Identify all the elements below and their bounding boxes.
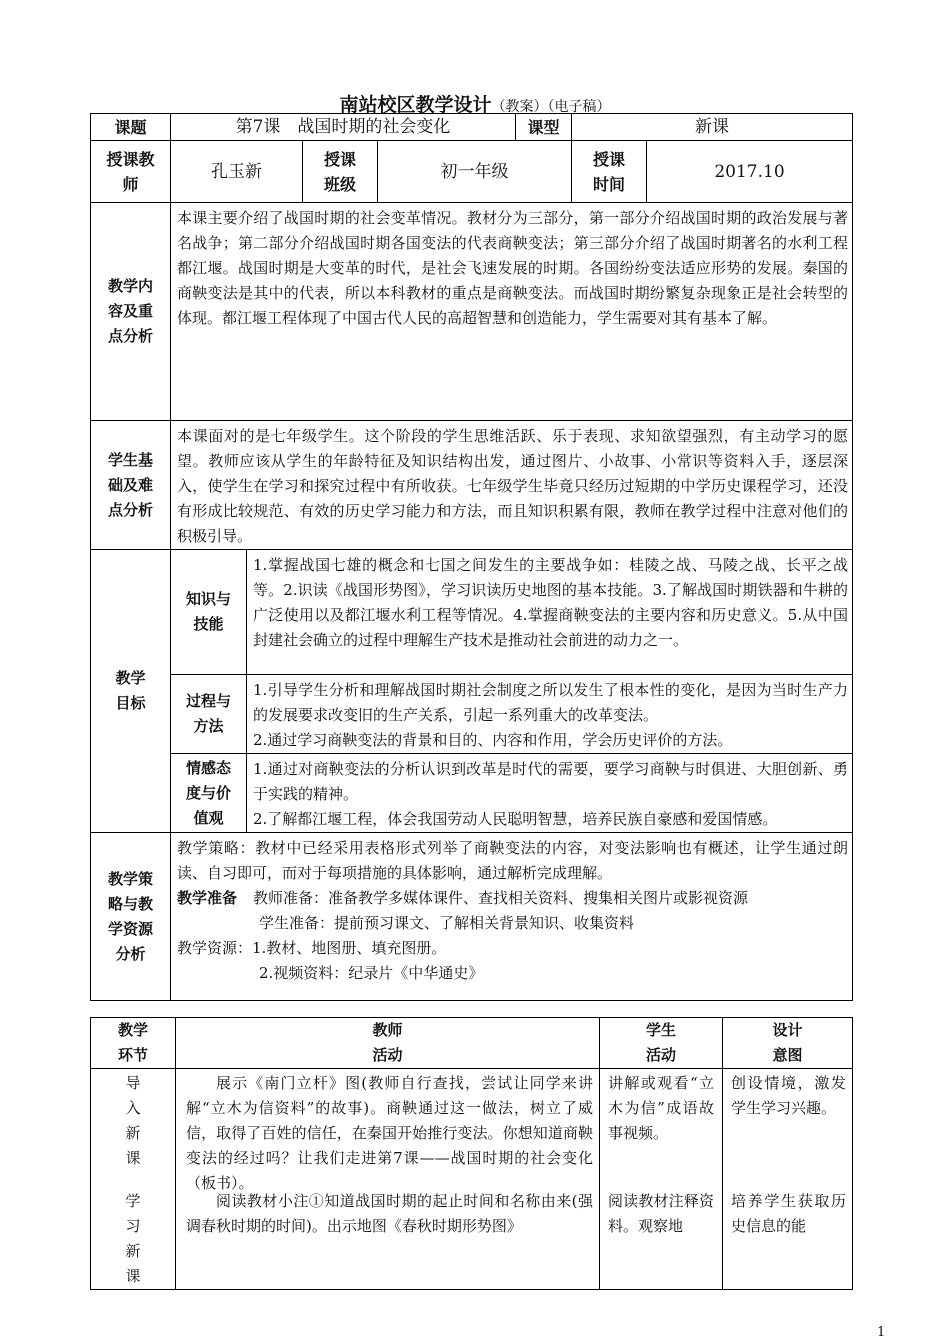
topic-value: 第7课 战国时期的社会变化 xyxy=(171,114,516,141)
page-number: 1 xyxy=(877,1325,886,1340)
lesson-info-table xyxy=(90,113,853,1001)
strategy-label: 教学策略与教学资源分析 xyxy=(91,833,171,1001)
prep-teacher: 教师准备：准备教学多媒体课件、查找相关资料、搜集相关图片或影视资源 xyxy=(253,889,749,907)
header-stage xyxy=(91,1018,176,1069)
stage-new: 学习新课 xyxy=(125,1192,141,1285)
header-student xyxy=(600,1018,723,1069)
resource-1: 教学资源：1.教材、地图册、填充图册。 xyxy=(177,939,447,957)
process-label: 过程与方法 xyxy=(171,675,247,754)
class-value: 初一年级 xyxy=(378,141,572,203)
type-value: 新课 xyxy=(572,114,853,141)
student-cell xyxy=(600,1069,723,1290)
time-value: 2017.10 xyxy=(647,141,853,203)
document-subtitle: （教案）（电子稿） xyxy=(491,99,611,115)
strategy-text xyxy=(171,833,853,1001)
time-label: 授课时间 xyxy=(572,141,647,203)
topic-label: 课题 xyxy=(91,114,171,141)
header-teacher xyxy=(176,1018,600,1069)
header-intent-line2: 意图 xyxy=(772,1046,803,1064)
teaching-process-table xyxy=(90,1017,853,1290)
prep-student-row xyxy=(177,911,848,936)
prep-teacher-row xyxy=(177,886,848,911)
process-line-1: 1.引导学生分析和理解战国时期社会制度之所以发生了根本性的变化，是因为当时生产力的发展要求改变旧的生产关系，引起一系列重大的改革变法。 xyxy=(253,681,849,724)
header-stage-line1: 教学 xyxy=(117,1021,148,1039)
emotion-label: 情感态度与价值观 xyxy=(171,754,247,833)
header-student-line1: 学生 xyxy=(645,1021,676,1039)
strategy-line: 教学策略：教材中已经采用表格形式列举了商鞅变法的内容，对变法影响也有概述，让学生通过朗读、自习即可，而对于每项措施的具体影响，通过解析完成理解。 xyxy=(177,839,849,882)
stage-intro: 导入新课 xyxy=(125,1074,141,1167)
teacher-label: 授课教师 xyxy=(91,141,171,203)
header-intent xyxy=(723,1018,853,1069)
teacher-cell xyxy=(176,1069,600,1290)
stage-cell xyxy=(91,1069,176,1290)
content-analysis-label: 教学内容及重点分析 xyxy=(91,203,171,421)
emotion-line-1: 1.通过对商鞅变法的分析认识到改革是时代的需要，要学习商鞅与时俱进、大胆创新、勇于实践的精神。 xyxy=(253,760,849,803)
emotion-text xyxy=(247,754,853,833)
emotion-line-2: 2.了解都江堰工程，体会我国劳动人民聪明智慧，培养民族自豪感和爱国情感。 xyxy=(253,810,778,828)
student-analysis-text: 本课面对的是七年级学生。这个阶段的学生思维活跃、乐于表现、求知欲望强烈，有主动学习的愿望。教师应该从学生的年龄特征及知识结构出发，通过图片、小故事、小常识等资料入手，逐层深入，使学生在学习和探究过程中有所收获。七年级学生毕竟只经历过短期的中学历史课程学习，还没有形成比较规范、有效的历史学习能力和方法，而且知识积累有限，教师在教学过程中注意对他们的积极引导。 xyxy=(171,421,853,550)
knowledge-label: 知识与技能 xyxy=(171,550,247,675)
header-teacher-line1: 教师 xyxy=(372,1021,403,1039)
student-new: 阅读教材注释资料。观察地 xyxy=(608,1192,714,1235)
teacher-intro: 展示《南门立杆》图(教师自行查找，尝试让同学来讲解“立木为信资料”的故事)。商鞅通过这一做法，树立了威信，取得了百姓的信任，在秦国开始推行变法。你想知道商鞅变法的经过吗？让我们走进第7课——战国时期的社会变化（板书）。 xyxy=(186,1074,593,1192)
header-student-line2: 活动 xyxy=(645,1046,676,1064)
class-label: 授课班级 xyxy=(303,141,378,203)
table-row xyxy=(91,1069,853,1290)
document-title: 南站校区教学设计 xyxy=(339,94,492,116)
header-teacher-line2: 活动 xyxy=(372,1046,403,1064)
content-analysis-text: 本课主要介绍了战国时期的社会变革情况。教材分为三部分，第一部分介绍战国时期的政治发展与著名战争；第二部分介绍战国时期各国变法的代表商鞅变法；第三部分介绍了战国时期著名的水利工程都江堰。战国时期是大变革的时代，是社会飞速发展的时期。各国纷纷变法适应形势的发展。秦国的商鞅变法是其中的代表，所以本科教材的重点是商鞅变法。而战国时期纷繁复杂现象正是社会转型的体现。都江堰工程体现了中国古代人民的高超智慧和创造能力，学生需要对其有基本了解。 xyxy=(171,203,853,421)
process-line-2: 2.通过学习商鞅变法的背景和目的、内容和作用，学会历史评价的方法。 xyxy=(253,731,733,749)
prep-student: 学生准备：提前预习课文、了解相关背景知识、收集资料 xyxy=(259,914,635,932)
type-label: 课型 xyxy=(516,114,572,141)
teacher-new: 阅读教材小注①知道战国时期的起止时间和名称由来(强调春秋时期的时间)。出示地图《春秋时期形势图》 xyxy=(186,1192,593,1235)
student-intro: 讲解或观看“立木为信”成语故事视频。 xyxy=(608,1074,714,1142)
intent-new: 培养学生获取历史信息的能 xyxy=(731,1192,846,1235)
teacher-value: 孔玉新 xyxy=(171,141,303,203)
knowledge-text: 1.掌握战国七雄的概念和七国之间发生的主要战争如：桂陵之战、马陵之战、长平之战等。2.识读《战国形势图》，学习识读历史地图的基本技能。3.了解战国时期铁器和牛耕的广泛使用以及都江堰水利工程等情况。4.掌握商鞅变法的主要内容和历史意义。5.从中国封建社会确立的过程中理解生产技术是推动社会前进的动力之一。 xyxy=(247,550,853,675)
resource-2: 2.视频资料：纪录片《中华通史》 xyxy=(259,964,484,982)
objectives-label: 教学目标 xyxy=(91,550,171,833)
header-stage-line2: 环节 xyxy=(117,1046,148,1064)
intent-intro: 创设情境，激发学生学习兴趣。 xyxy=(731,1074,846,1117)
header-intent-line1: 设计 xyxy=(772,1021,803,1039)
process-text xyxy=(247,675,853,754)
intent-cell xyxy=(723,1069,853,1290)
student-analysis-label: 学生基础及难点分析 xyxy=(91,421,171,550)
prep-label: 教学准备 xyxy=(177,889,238,907)
